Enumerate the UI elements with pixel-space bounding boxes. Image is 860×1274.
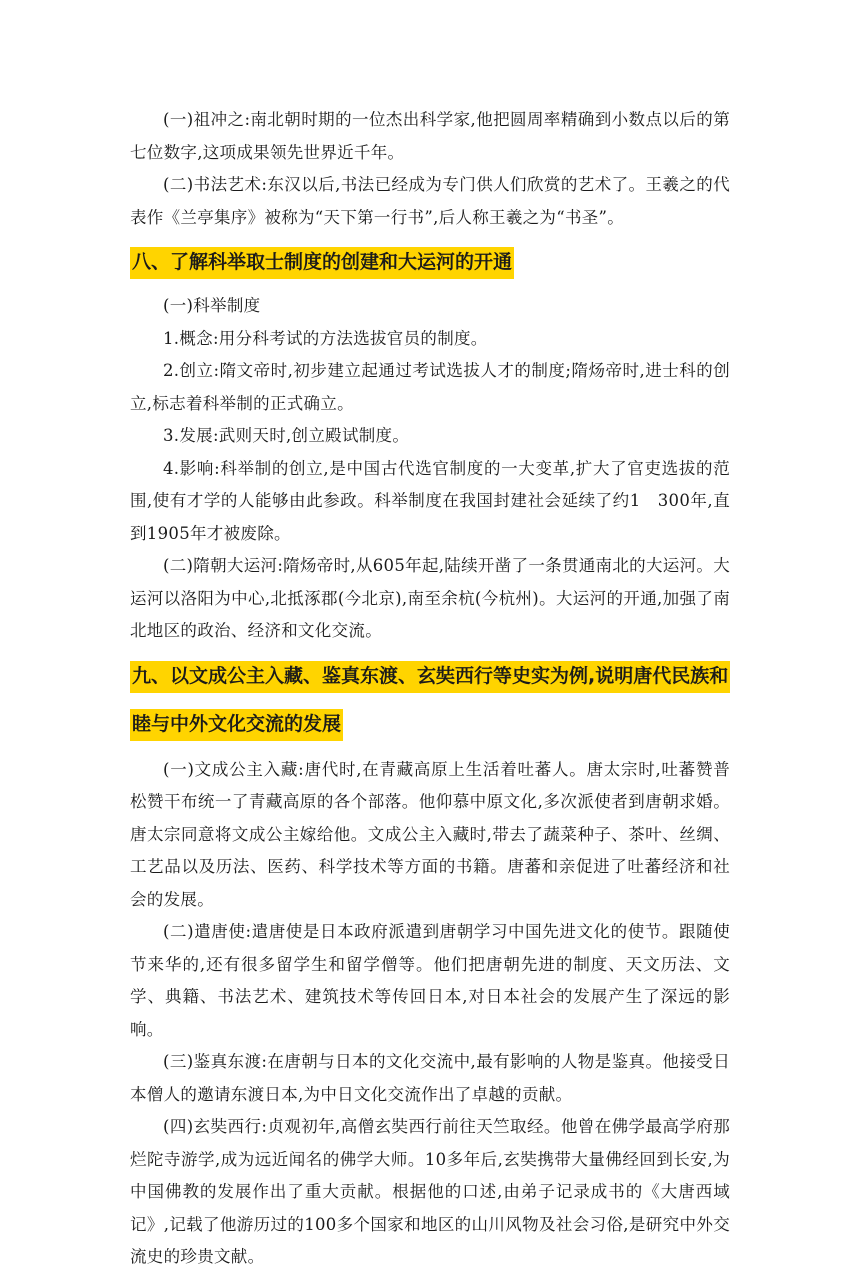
section-heading-8 [130, 238, 730, 286]
section-heading-8-text: 八、了解科举取士制度的创建和大运河的开通 [130, 247, 514, 279]
paragraph-keju-title: (一)科举制度 [163, 296, 261, 315]
section-heading-9-text: 九、以文成公主入藏、鉴真东渡、玄奘西行等史实为例,说明唐代民族和睦与中外文化交流的发展 [130, 661, 730, 741]
paragraph-keju-development: 3.发展:武则天时,创立殿试制度。 [163, 426, 410, 445]
section-heading-9 [130, 652, 730, 748]
paragraph-jianzhen: (三)鉴真东渡:在唐朝与日本的文化交流中,最有影响的人物是鉴真。他接受日本僧人的邀请东渡日本,为中日文化交流作出了卓越的贡献。 [130, 1052, 730, 1104]
paragraph-keju-founding: 2.创立:隋文帝时,初步建立起通过考试选拔人才的制度;隋炀帝时,进士科的创立,标志着科举制的正式确立。 [130, 361, 730, 413]
paragraph-keju-concept: 1.概念:用分科考试的方法选拔官员的制度。 [163, 328, 488, 348]
paragraph-calligraphy: (二)书法艺术:东汉以后,书法已经成为专门供人们欣赏的艺术了。王羲之的代表作《兰亭集序》被称为“天下第一行书”,后人称王羲之为“书圣”。 [130, 175, 730, 227]
paragraph-keju-impact: 4.影响:科举制的创立,是中国古代选官制度的一大变革,扩大了官吏选拔的范围,使有才学的人能够由此参政。科举制度在我国封建社会延续了约1 300年,直到1905年才被废除。 [130, 458, 730, 543]
paragraph-japanese-envoys: (二)遣唐使:遣唐使是日本政府派遣到唐朝学习中国先进文化的使节。跟随使节来华的,还有很多留学生和留学僧等。他们把唐朝先进的制度、天文历法、文学、典籍、书法艺术、建筑技术等传回日本,对日本社会的发展产生了深远的影响。 [130, 922, 730, 1039]
document-page [130, 104, 730, 1274]
paragraph-wencheng: (一)文成公主入藏:唐代时,在青藏高原上生活着吐蕃人。唐太宗时,吐蕃赞普松赞干布统一了青藏高原的各个部落。他仰慕中原文化,多次派使者到唐朝求婚。唐太宗同意将文成公主嫁给他。文成公主入藏时,带去了蔬菜种子、茶叶、丝绸、工艺品以及历法、医药、科学技术等方面的书籍。唐蕃和亲促进了吐蕃经济和社会的发展。 [130, 759, 730, 909]
paragraph-grand-canal: (二)隋朝大运河:隋炀帝时,从605年起,陆续开凿了一条贯通南北的大运河。大运河以洛阳为中心,北抵涿郡(今北京),南至余杭(今杭州)。大运河的开通,加强了南北地区的政治、经济和文化交流。 [130, 556, 730, 640]
paragraph-xuanzang: (四)玄奘西行:贞观初年,高僧玄奘西行前往天竺取经。他曾在佛学最高学府那烂陀寺游学,成为远近闻名的佛学大师。10多年后,玄奘携带大量佛经回到长安,为中国佛教的发展作出了重大贡献。根据他的口述,由弟子记录成书的《大唐西域记》,记载了他游历过的100多个国家和地区的山川风物及社会习俗,是研究中外交流史的珍贵文献。 [130, 1117, 730, 1266]
paragraph-zu-chongzhi: (一)祖冲之:南北朝时期的一位杰出科学家,他把圆周率精确到小数点以后的第七位数字,这项成果领先世界近千年。 [130, 110, 730, 162]
